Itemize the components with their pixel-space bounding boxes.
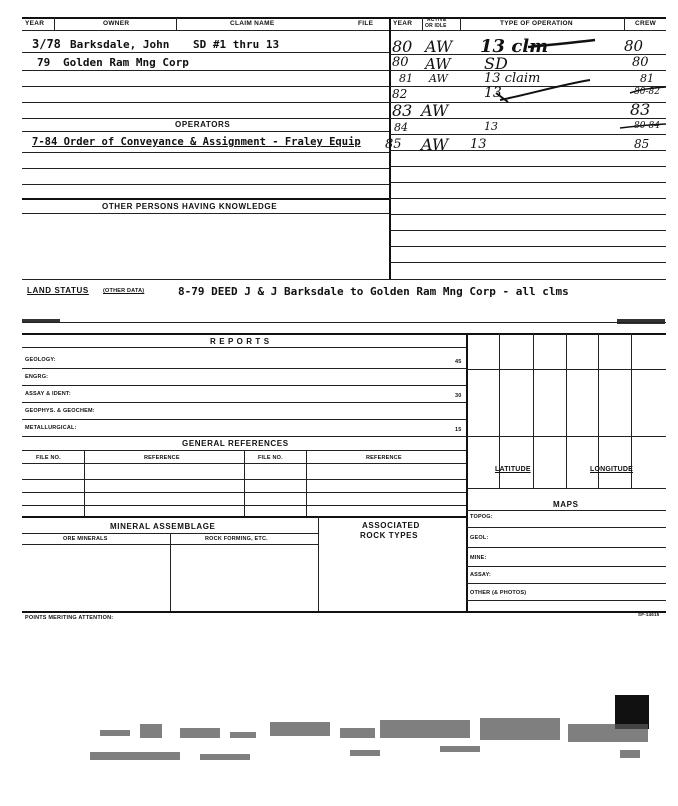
maps-row-label: TOPOG: (470, 514, 493, 520)
maps-row-label: ASSAY: (470, 572, 492, 578)
activity-status: AW (421, 135, 449, 154)
col-header-year: YEAR (25, 20, 45, 27)
activity-crew: 80 (632, 55, 649, 70)
operators-title: OPERATORS (175, 120, 231, 129)
owner-row-name: Barksdale, John (70, 38, 170, 51)
activity-year: 82 (392, 87, 408, 101)
report-row-num: 15 (455, 427, 462, 433)
form-number: SF-14615 (638, 612, 660, 617)
activity-crew: 81 (640, 72, 654, 85)
maps-row-label: OTHER (& PHOTOS) (470, 590, 527, 596)
activity-operation: 13 (484, 85, 502, 101)
land-status-label: LAND STATUS (27, 286, 89, 295)
activity-operation: 13 (484, 120, 498, 133)
activity-status: AW (425, 37, 453, 56)
report-row-label: ENGRG: (25, 374, 49, 380)
activity-operation: 13 clm (480, 36, 549, 57)
maps-row-label: MINE: (470, 555, 487, 561)
ref-col-reference-2: REFERENCE (366, 455, 402, 461)
col-header-owner: OWNER (103, 20, 130, 27)
activity-crew: 80-84 (634, 121, 660, 131)
handwritten-strokes (470, 30, 670, 160)
longitude-label: LONGITUDE (590, 466, 634, 473)
activity-operation: SD (484, 54, 508, 73)
owner-row-year: 79 (37, 56, 51, 69)
col-header-or-idle: OR IDLE (425, 23, 447, 29)
col-header-active: ACTIVE (427, 17, 447, 23)
activity-operation: 13 claim (484, 71, 541, 86)
owner-row-claim: SD #1 thru 13 (193, 38, 280, 51)
associated-rock-types-line1: ASSOCIATED (362, 521, 420, 530)
maps-row-label: GEOL: (470, 535, 489, 541)
scan-artifact (20, 710, 670, 780)
col-header-file: FILE (358, 20, 374, 27)
activity-crew: 80-82 (634, 87, 660, 97)
activity-crew: 80 (624, 37, 644, 55)
latitude-label: LATITUDE (495, 466, 531, 473)
activity-crew: 83 (630, 100, 651, 119)
report-row-label: GEOLOGY: (25, 357, 56, 363)
col-header-claim-name: CLAIM NAME (230, 20, 275, 27)
activity-year: 83 (392, 101, 413, 120)
associated-rock-types-line2: ROCK TYPES (360, 531, 419, 540)
general-references-title: GENERAL REFERENCES (182, 439, 289, 448)
col-header-crew: CREW (635, 20, 657, 27)
activity-year: 81 (399, 72, 413, 85)
other-persons-title: OTHER PERSONS HAVING KNOWLEDGE (102, 202, 278, 211)
land-status-text: 8-79 DEED J & J Barksdale to Golden Ram Mng Corp - all clms (178, 285, 569, 298)
reports-title: R E P O R T S (210, 337, 270, 346)
mineral-assemblage-title: MINERAL ASSEMBLAGE (110, 522, 216, 531)
points-meriting-attention-label: POINTS MERITING ATTENTION: (25, 615, 114, 621)
rock-forming-header: ROCK FORMING, ETC. (205, 536, 268, 542)
activity-year: 85 (385, 137, 402, 152)
activity-year: 80 (392, 37, 413, 56)
activity-crew: 85 (634, 137, 650, 151)
ref-col-file-no-2: FILE NO. (258, 455, 283, 461)
activity-status: AW (429, 72, 448, 85)
report-row-label: METALLURGICAL: (25, 425, 77, 431)
report-row-label: GEOPHYS. & GEOCHEM: (25, 408, 95, 414)
report-row-num: 30 (455, 393, 462, 399)
activity-status: AW (421, 101, 449, 120)
land-status-sub: (OTHER DATA) (103, 288, 145, 294)
owner-row-year: 3/78 (32, 37, 61, 51)
operators-entry: 7-84 Order of Conveyance & Assignment - Fraley Equip (32, 136, 361, 148)
ref-col-reference: REFERENCE (144, 455, 180, 461)
owner-row-name: Golden Ram Mng Corp (63, 56, 189, 69)
col-header-year-2: YEAR (393, 20, 413, 27)
activity-year: 80 (392, 55, 409, 70)
maps-title: MAPS (553, 500, 579, 509)
activity-year: 84 (394, 121, 408, 134)
report-row-label: ASSAY & IDENT: (25, 391, 71, 397)
ore-minerals-header: ORE MINERALS (63, 536, 108, 542)
ref-col-file-no: FILE NO. (36, 455, 61, 461)
report-row-num: 45 (455, 359, 462, 365)
col-header-type-of-operation: TYPE OF OPERATION (500, 20, 573, 27)
activity-status: AW (425, 55, 451, 73)
activity-operation: 13 (470, 137, 487, 152)
